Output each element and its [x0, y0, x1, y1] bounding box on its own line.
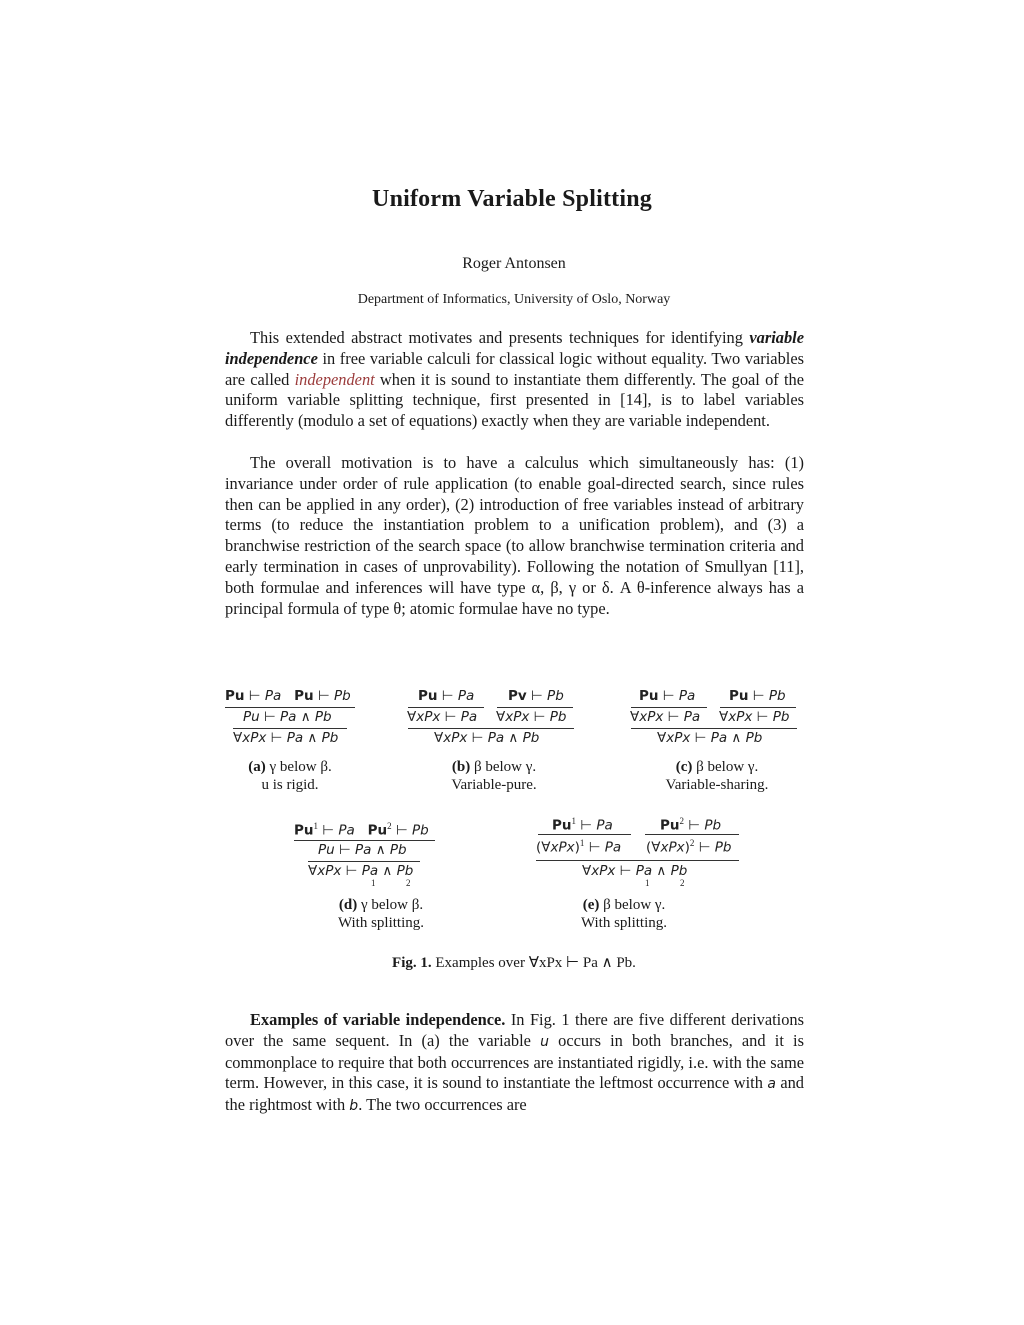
- tree-b-mid-2: ∀xPx ⊢ Pb: [496, 709, 567, 725]
- proof-tree-a: [225, 688, 355, 753]
- section-paragraph: Examples of variable independence. In Fig. 1 there are five different derivations over the same sequent. In (a) the variable u occurs in both branches, and it is commonplace to require that both occurrences are instantiated rigidly, i.e. with the same term. However, in this case, it is sound to instantiate the leftmost occurrence with a and the rightmost with b. The two occurrences are: [225, 1010, 805, 1115]
- tree-d-leaves: Pu$^1$ ⊢ Pa Pu$^2$ ⊢ Pb: [294, 821, 429, 839]
- inference-line: [536, 860, 739, 861]
- affiliation: Department of Informatics, University of Oslo, Norway: [357, 292, 671, 307]
- abstract-paragraph-1: This extended abstract motivates and presents techniques for identifying variable independence in free variable calculi for classical logic without equality. Two variables are called independent when it is sound to instantiate them differently. The goal of the uniform variable splitting technique, first presented in [14], is to label variables differently (modulo a set of equations) exactly when they are variable independent.: [225, 328, 804, 431]
- subcaption-e: (e) β below γ. With splitting.: [580, 897, 668, 931]
- inference-line: [408, 728, 574, 729]
- inference-line: [233, 728, 347, 729]
- tree-e-root: ∀xPx ⊢ Pa ∧ Pb: [582, 863, 688, 879]
- tree-e-mid-2: (∀xPx)$^2$ ⊢ Pb: [646, 838, 732, 856]
- tree-c-leaf-2: Pu ⊢ Pb: [729, 688, 786, 704]
- section-heading: Examples of variable independence.: [250, 1010, 506, 1029]
- proof-tree-b: [406, 688, 574, 753]
- inference-line: [631, 707, 707, 708]
- proof-tree-c: [629, 688, 797, 753]
- inference-line: [294, 840, 435, 841]
- split-label-1: 1: [371, 878, 376, 888]
- tree-b-root: ∀xPx ⊢ Pa ∧ Pb: [434, 730, 540, 746]
- split-label-2: 2: [680, 878, 685, 888]
- subcaption-d: (d) γ below β. With splitting.: [337, 897, 425, 931]
- term-independent-link[interactable]: independent: [294, 369, 375, 389]
- proof-tree-d: [294, 821, 436, 893]
- tree-a-root: ∀xPx ⊢ Pa ∧ Pb: [233, 730, 339, 746]
- figure-caption: [0, 953, 1024, 972]
- subcaption-a: (a) γ below β. u is rigid.: [248, 759, 332, 793]
- subcaption-c: (c) β below γ. Variable-sharing.: [665, 759, 769, 793]
- inference-line: [308, 861, 420, 862]
- paper-title: Uniform Variable Splitting: [372, 186, 652, 212]
- inference-line: [538, 834, 631, 835]
- tree-e-leaf-2: Pu$^2$ ⊢ Pb: [660, 816, 722, 834]
- tree-e-leaf-1: Pu$^1$ ⊢ Pa: [552, 816, 613, 834]
- author-name: Roger Antonsen: [462, 255, 566, 272]
- inference-line: [645, 834, 739, 835]
- split-label-1: 1: [645, 878, 650, 888]
- emphasis-variable-independence: variable independence: [225, 328, 804, 368]
- tree-d-mid: Pu ⊢ Pa ∧ Pb: [318, 842, 407, 858]
- tree-b-leaf-1: Pu ⊢ Pa: [418, 688, 475, 704]
- tree-a-leaves: Pu ⊢ Pa Pu ⊢ Pb: [225, 688, 351, 704]
- tree-c-leaf-1: Pu ⊢ Pa: [639, 688, 696, 704]
- split-label-2: 2: [406, 878, 411, 888]
- tree-c-mid-1: ∀xPx ⊢ Pa: [630, 709, 701, 725]
- inference-line: [497, 707, 573, 708]
- subcaption-b: (b) β below γ. Variable-pure.: [451, 759, 537, 793]
- figure-label: Fig. 1.: [392, 955, 432, 971]
- tree-b-leaf-2: Pv ⊢ Pb: [508, 688, 564, 704]
- tree-c-mid-2: ∀xPx ⊢ Pb: [719, 709, 790, 725]
- figure-caption-text: Examples over ∀xPx ⊢ Pa ∧ Pb.: [435, 955, 636, 971]
- tree-e-mid-1: (∀xPx)$^1$ ⊢ Pa: [536, 838, 622, 856]
- tree-a-mid: Pu ⊢ Pa ∧ Pb: [243, 709, 332, 725]
- tree-d-root: ∀xPx ⊢ Pa ∧ Pb: [308, 863, 414, 879]
- inference-line: [631, 728, 797, 729]
- tree-c-root: ∀xPx ⊢ Pa ∧ Pb: [657, 730, 763, 746]
- inference-line: [408, 707, 484, 708]
- inference-line: [720, 707, 796, 708]
- tree-b-mid-1: ∀xPx ⊢ Pa: [407, 709, 478, 725]
- abstract-paragraph-2: The overall motivation is to have a calculus which simultaneously has: (1) invariance under order of rule application (to enable goal-directed search, since rules then can be applied in any order), (2) introduction of free variables instead of arbitrary terms (to reduce the instantiation problem to a unification problem), and (3) a branchwise restriction of the search space (to allow branchwise termination criteria and early termination in cases of unprovability). Following the notation of Smullyan [11], both formulae and inferences will have type α, β, γ or δ. A θ-inference always has a principal formula of type θ; atomic formulae have no type.: [225, 453, 804, 618]
- inference-line: [225, 707, 355, 708]
- proof-tree-e: [536, 816, 740, 891]
